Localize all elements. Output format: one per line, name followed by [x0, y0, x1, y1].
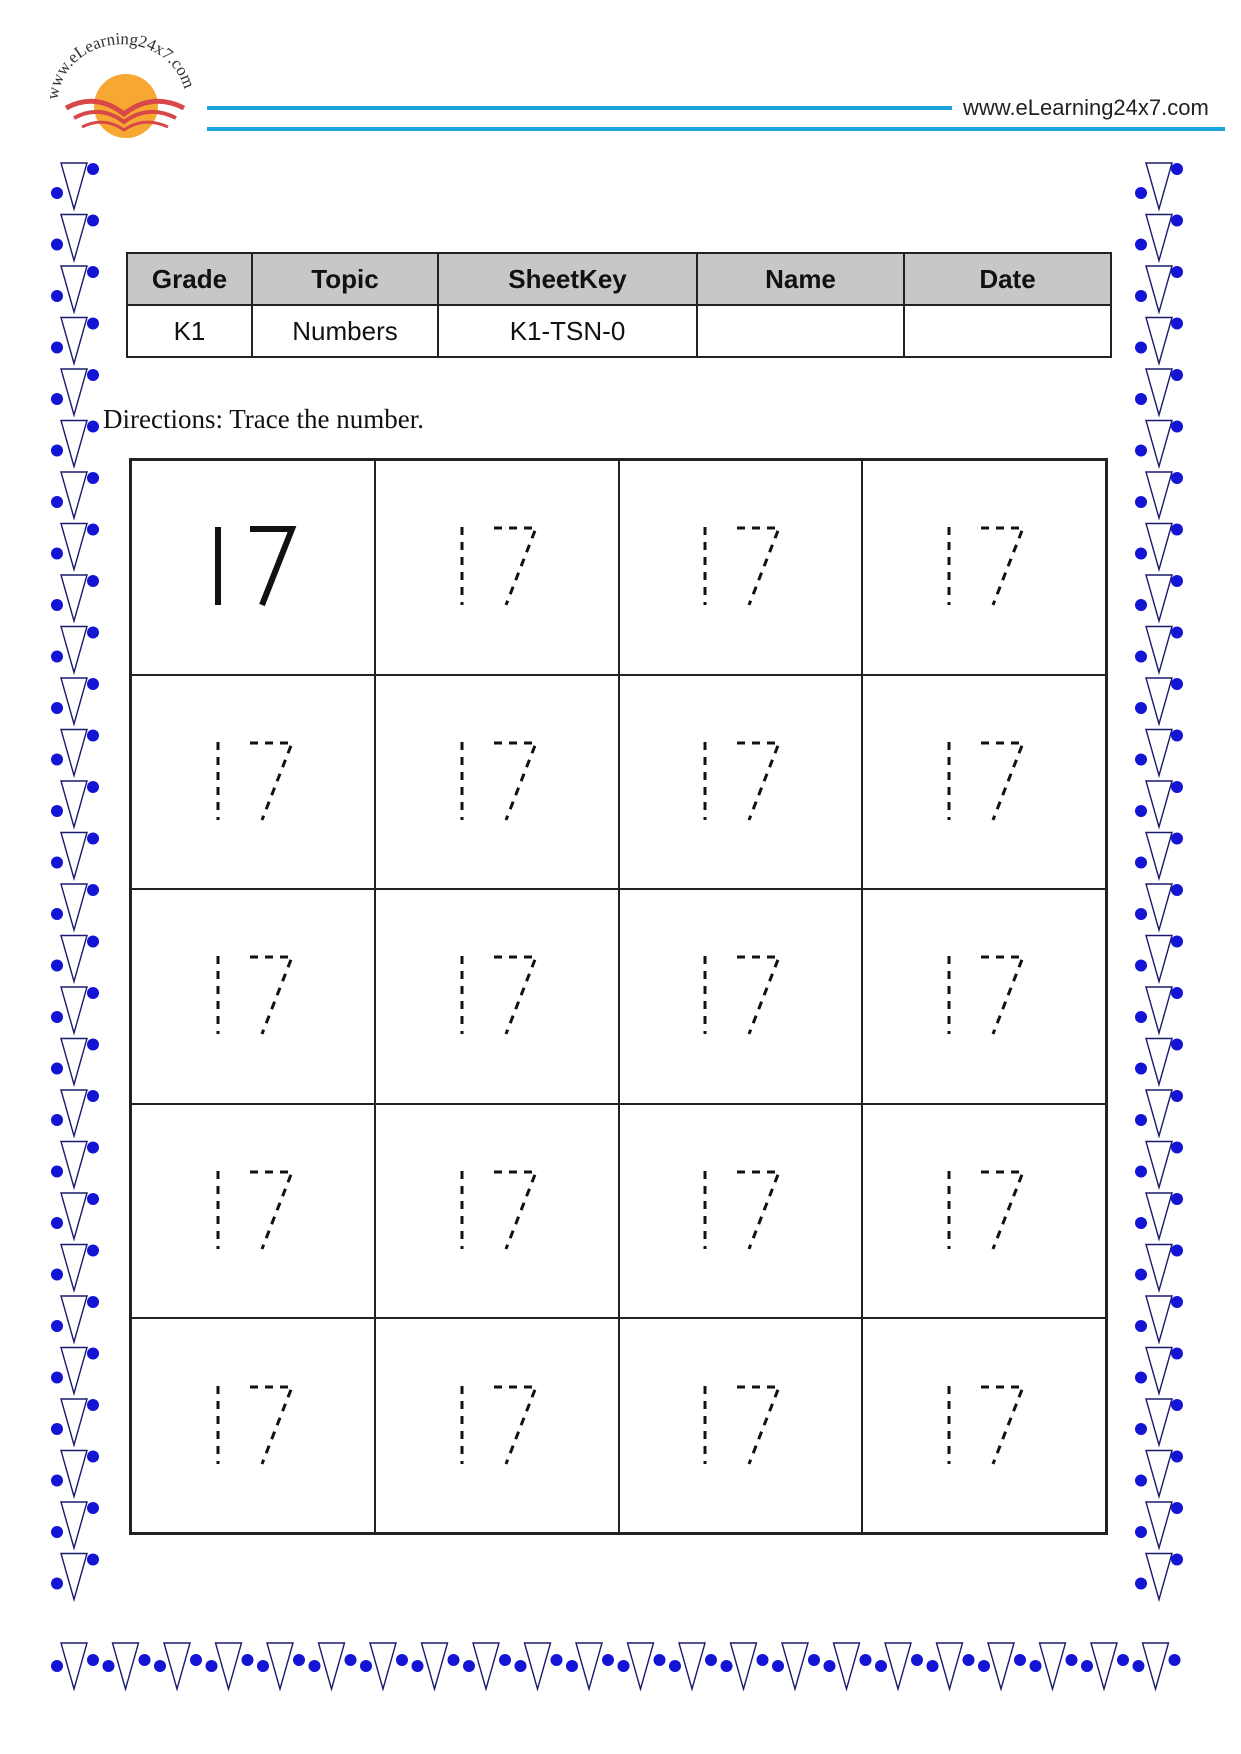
date-header: Date — [904, 253, 1111, 305]
dotted-number-glyph — [198, 1161, 308, 1261]
trace-number-cell[interactable] — [131, 1104, 375, 1319]
info-table-value-row — [127, 305, 1111, 357]
dotted-number-glyph — [685, 517, 795, 617]
dotted-number-glyph — [685, 1376, 795, 1476]
date-field[interactable] — [904, 305, 1111, 357]
dotted-number-glyph — [929, 1161, 1039, 1261]
topic-value: Numbers — [252, 305, 438, 357]
trace-number-cell[interactable] — [375, 1318, 619, 1533]
sheetkey-value: K1-TSN-0 — [438, 305, 697, 357]
grade-value: K1 — [127, 305, 252, 357]
trace-number-cell[interactable] — [619, 1104, 863, 1319]
info-table-header-row — [127, 253, 1111, 305]
solid-number-glyph — [198, 517, 308, 617]
dotted-number-glyph — [685, 732, 795, 832]
tracing-grid — [129, 458, 1108, 1535]
dotted-number-glyph — [929, 946, 1039, 1046]
info-table — [126, 252, 1112, 358]
dotted-number-glyph — [442, 1161, 552, 1261]
dotted-number-glyph — [198, 1376, 308, 1476]
dotted-number-glyph — [442, 517, 552, 617]
trace-number-cell[interactable] — [375, 675, 619, 890]
dotted-number-glyph — [442, 946, 552, 1046]
name-header: Name — [697, 253, 904, 305]
trace-number-cell[interactable] — [619, 889, 863, 1104]
dotted-number-glyph — [198, 732, 308, 832]
trace-number-cell[interactable] — [862, 675, 1106, 890]
dotted-number-glyph — [198, 946, 308, 1046]
logo-text: www.eLearning24x7.com — [44, 29, 199, 101]
trace-number-cell[interactable] — [375, 1104, 619, 1319]
trace-number-cell[interactable] — [862, 1318, 1106, 1533]
dotted-number-glyph — [929, 732, 1039, 832]
trace-number-cell[interactable] — [375, 889, 619, 1104]
trace-number-cell[interactable] — [862, 1104, 1106, 1319]
dotted-number-glyph — [929, 1376, 1039, 1476]
dotted-number-glyph — [685, 1161, 795, 1261]
trace-number-cell[interactable] — [375, 460, 619, 675]
dotted-number-glyph — [929, 517, 1039, 617]
dotted-number-glyph — [685, 946, 795, 1046]
dotted-number-glyph — [442, 732, 552, 832]
trace-number-cell[interactable] — [862, 889, 1106, 1104]
trace-number-cell[interactable] — [131, 675, 375, 890]
dotted-number-glyph — [442, 1376, 552, 1476]
site-url: www.eLearning24x7.com — [963, 95, 1209, 120]
trace-number-cell[interactable] — [862, 460, 1106, 675]
trace-number-cell[interactable] — [619, 1318, 863, 1533]
model-number-cell — [131, 460, 375, 675]
trace-number-cell[interactable] — [131, 1318, 375, 1533]
directions: Directions: Trace the number. — [103, 404, 424, 434]
sheetkey-header: SheetKey — [438, 253, 697, 305]
name-field[interactable] — [697, 305, 904, 357]
topic-header: Topic — [252, 253, 438, 305]
trace-number-cell[interactable] — [131, 889, 375, 1104]
trace-number-cell[interactable] — [619, 675, 863, 890]
grade-header: Grade — [127, 253, 252, 305]
trace-number-cell[interactable] — [619, 460, 863, 675]
